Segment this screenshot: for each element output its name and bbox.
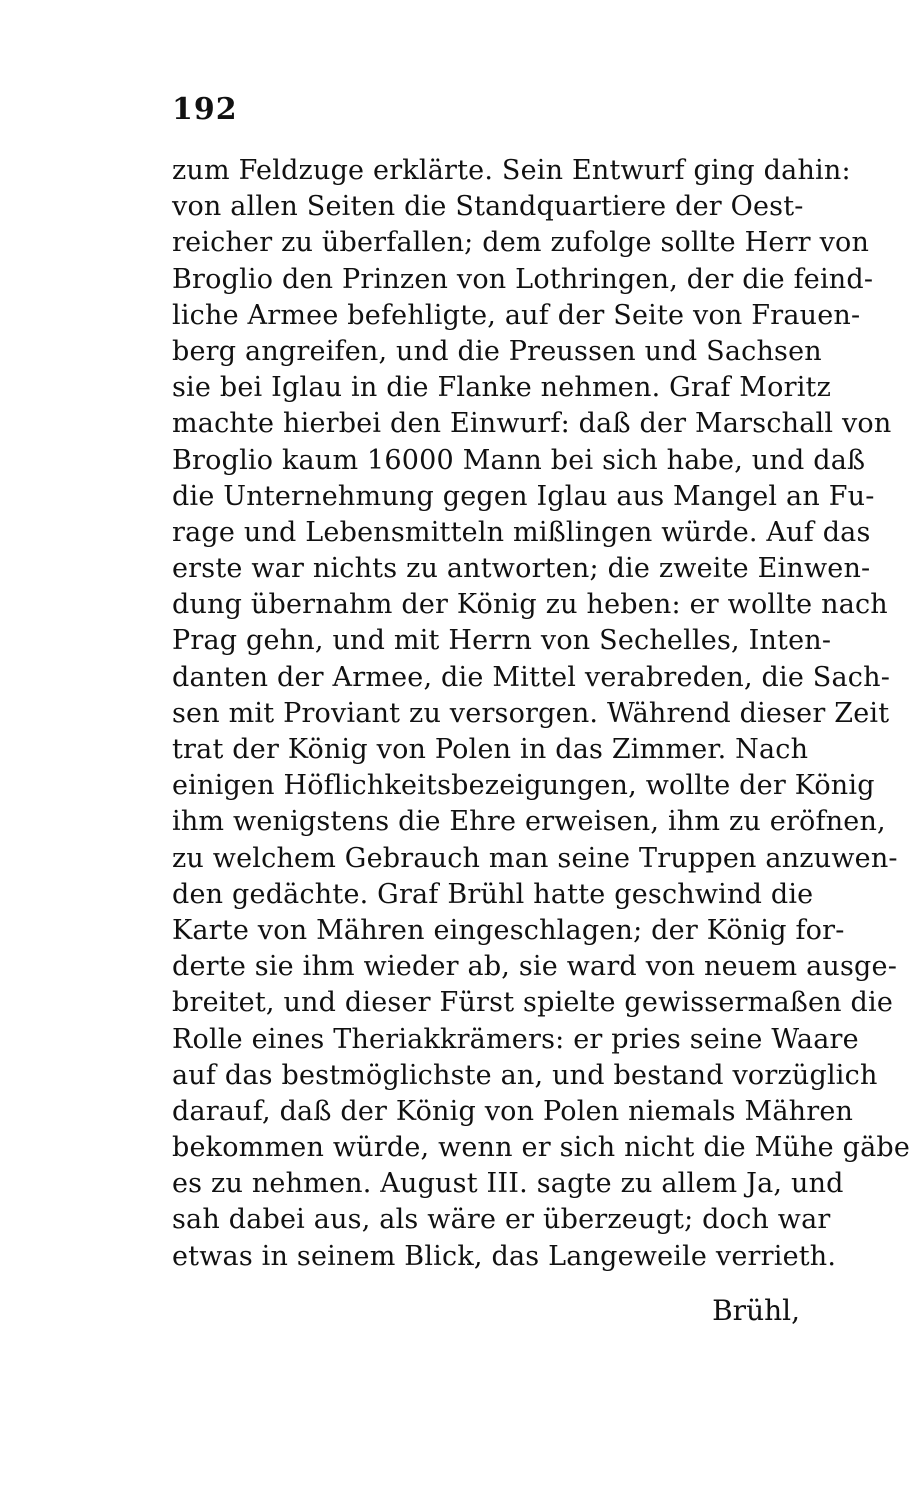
text-line: auf das bestmöglichste an, und bestand vorzüglich: [172, 1059, 878, 1091]
text-line: Prag gehn, und mit Herrn von Sechelles, Inten-: [172, 625, 832, 657]
text-line: sah dabei aus, als wäre er überzeugt; doch war: [172, 1204, 831, 1236]
catchword: Brühl,: [712, 1294, 800, 1327]
text-line: sen mit Proviant zu versorgen. Während dieser Zeit: [172, 697, 890, 729]
text-line: liche Armee befehligte, auf der Seite von Frauen-: [172, 299, 861, 331]
text-line: breitet, und dieser Fürst spielte gewissermaßen die: [172, 987, 894, 1019]
body-text: [172, 153, 910, 1275]
text-line: sie bei Iglau in die Flanke nehmen. Graf Moritz: [172, 372, 832, 404]
text-line: machte hierbei den Einwurf: daß der Marschall von: [172, 408, 892, 440]
text-line: die Unternehmung gegen Iglau aus Mangel an Fu-: [172, 480, 875, 512]
text-line: etwas in seinem Blick, das Langeweile verrieth.: [172, 1240, 837, 1272]
page-number: 192: [172, 92, 238, 127]
text-line: danten der Armee, die Mittel verabreden, die Sach-: [172, 661, 891, 693]
text-line: erste war nichts zu antworten; die zweite Einwen-: [172, 553, 871, 585]
text-line: zu welchem Gebrauch man seine Truppen anzuwen-: [172, 842, 898, 874]
text-line: Broglio kaum 16000 Mann bei sich habe, und daß: [172, 444, 866, 476]
text-line: bekommen würde, wenn er sich nicht die Mühe gäbe: [172, 1132, 910, 1164]
text-line: Broglio den Prinzen von Lothringen, der die feind-: [172, 263, 874, 295]
text-line: derte sie ihm wieder ab, sie ward von neuem ausge-: [172, 951, 898, 983]
text-line: trat der König von Polen in das Zimmer. Nach: [172, 734, 809, 765]
text-line: einigen Höflichkeitsbezeigungen, wollte der König: [172, 770, 875, 802]
text-line: berg angreifen, und die Preussen und Sachsen: [172, 335, 822, 367]
text-line: ihm wenigstens die Ehre erweisen, ihm zu eröfnen,: [172, 806, 886, 838]
text-line: es zu nehmen. August III. sagte zu allem Ja, und: [172, 1168, 844, 1200]
text-line: darauf, daß der König von Polen niemals Mähren: [172, 1095, 854, 1127]
text-line: dung übernahm der König zu heben: er wollte nach: [172, 589, 888, 621]
text-line: den gedächte. Graf Brühl hatte geschwind die: [172, 878, 814, 910]
text-line: Karte von Mähren eingeschlagen; der König for-: [172, 914, 845, 946]
text-line: zum Feldzuge erklärte. Sein Entwurf ging dahin:: [172, 155, 851, 186]
text-line: Rolle eines Theriakkrämers: er pries seine Waare: [172, 1023, 859, 1055]
text-line: reicher zu überfallen; dem zufolge sollte Herr von: [172, 227, 870, 259]
text-line: von allen Seiten die Standquartiere der Oest-: [172, 191, 804, 223]
text-line: rage und Lebensmitteln mißlingen würde. Auf das: [172, 516, 871, 548]
